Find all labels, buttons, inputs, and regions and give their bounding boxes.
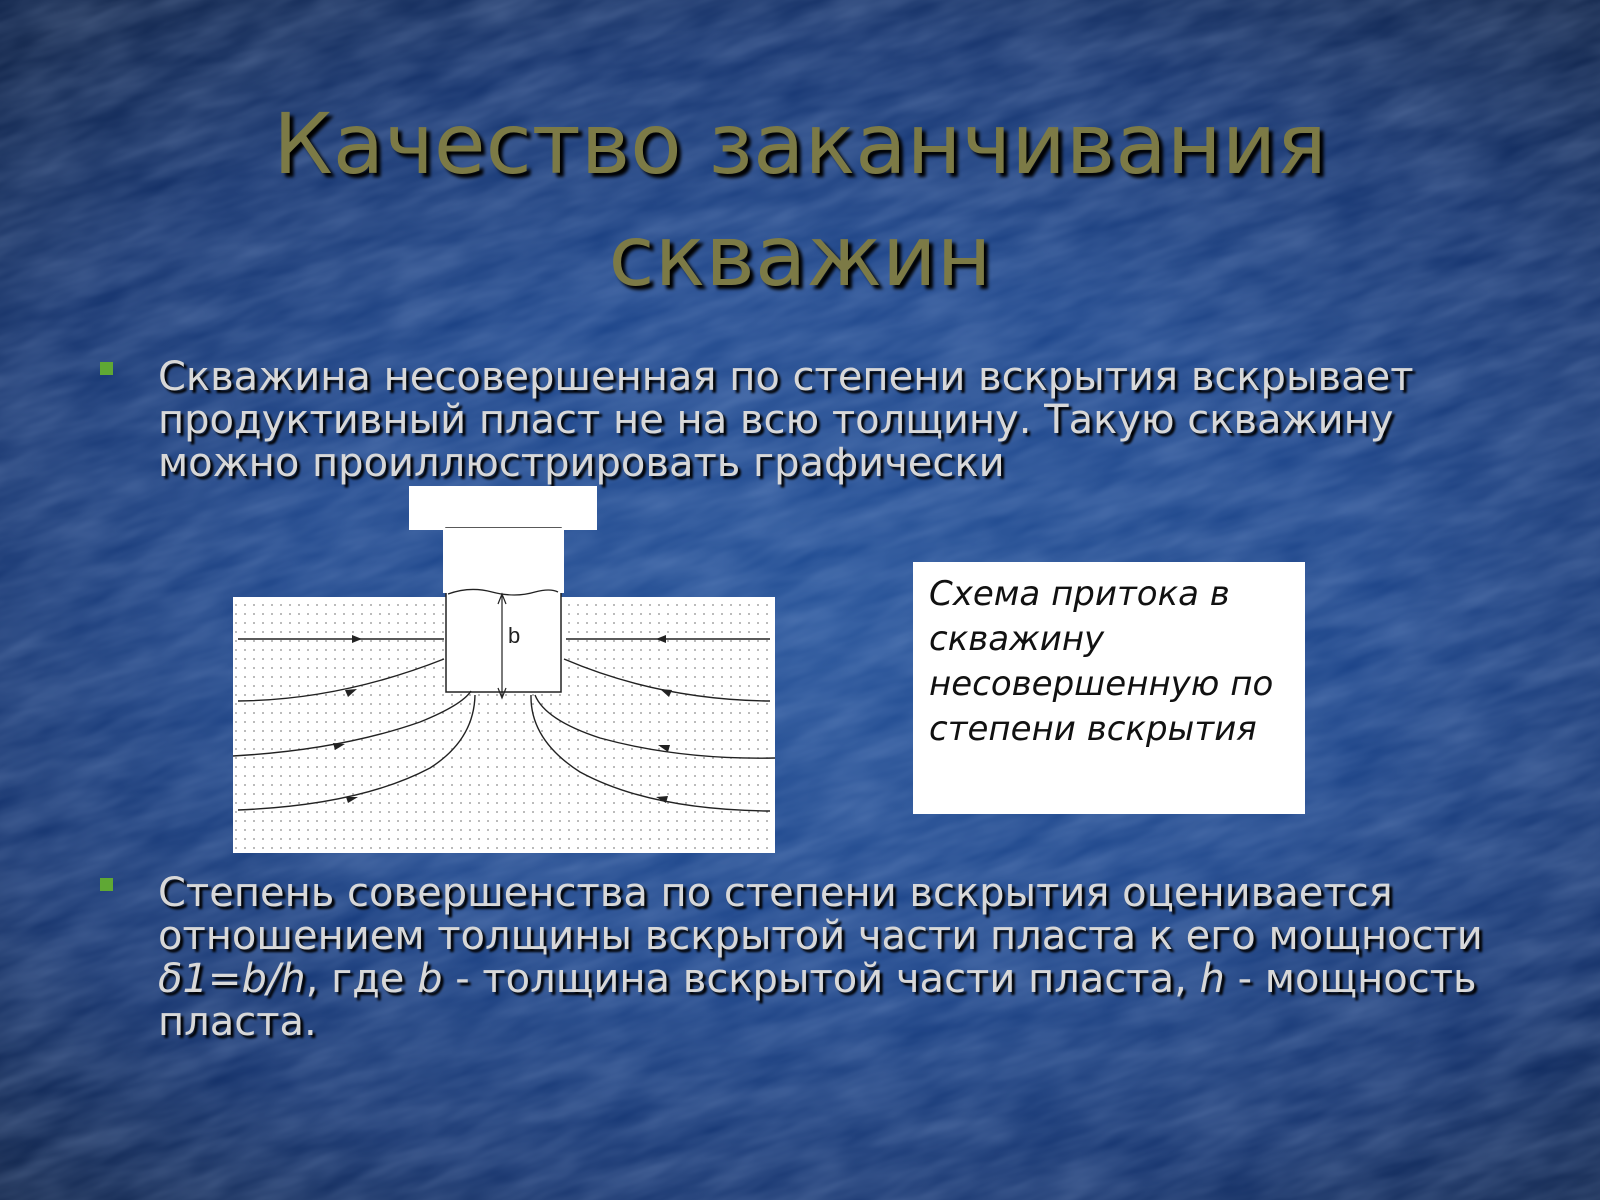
formula-delta: δ1=b/h xyxy=(158,956,306,1002)
symbol-h: h xyxy=(1199,956,1225,1002)
label-b: b xyxy=(508,623,521,648)
square-bullet-icon xyxy=(100,878,113,891)
symbol-b: b xyxy=(417,956,443,1002)
bullet2-part4: - мощность пласта. xyxy=(158,956,1477,1045)
figure-caption-box xyxy=(913,562,1305,814)
figure-caption: Схема притока в скважину несовершенную по степени вскрытия xyxy=(929,574,1274,749)
well-casing-top xyxy=(409,486,597,530)
bullet2-part2: , где xyxy=(305,956,418,1002)
bullet2-part1: Степень совершенства по степени вскрытия оценивается отношением толщины вскрытой части пласта к его мощности xyxy=(158,870,1483,959)
bullet2-part3: - толщина вскрытой части пласта, xyxy=(442,956,1200,1002)
slide-title: Качество заканчивания скважин xyxy=(273,95,1327,305)
bullet-text-1: Скважина несовершенная по степени вскрытия вскрывает продуктивный пласт не на всю толщину. Такую скважину можно проиллюстрировать графически xyxy=(158,354,1414,486)
bullet-text-2 xyxy=(158,872,1503,1044)
